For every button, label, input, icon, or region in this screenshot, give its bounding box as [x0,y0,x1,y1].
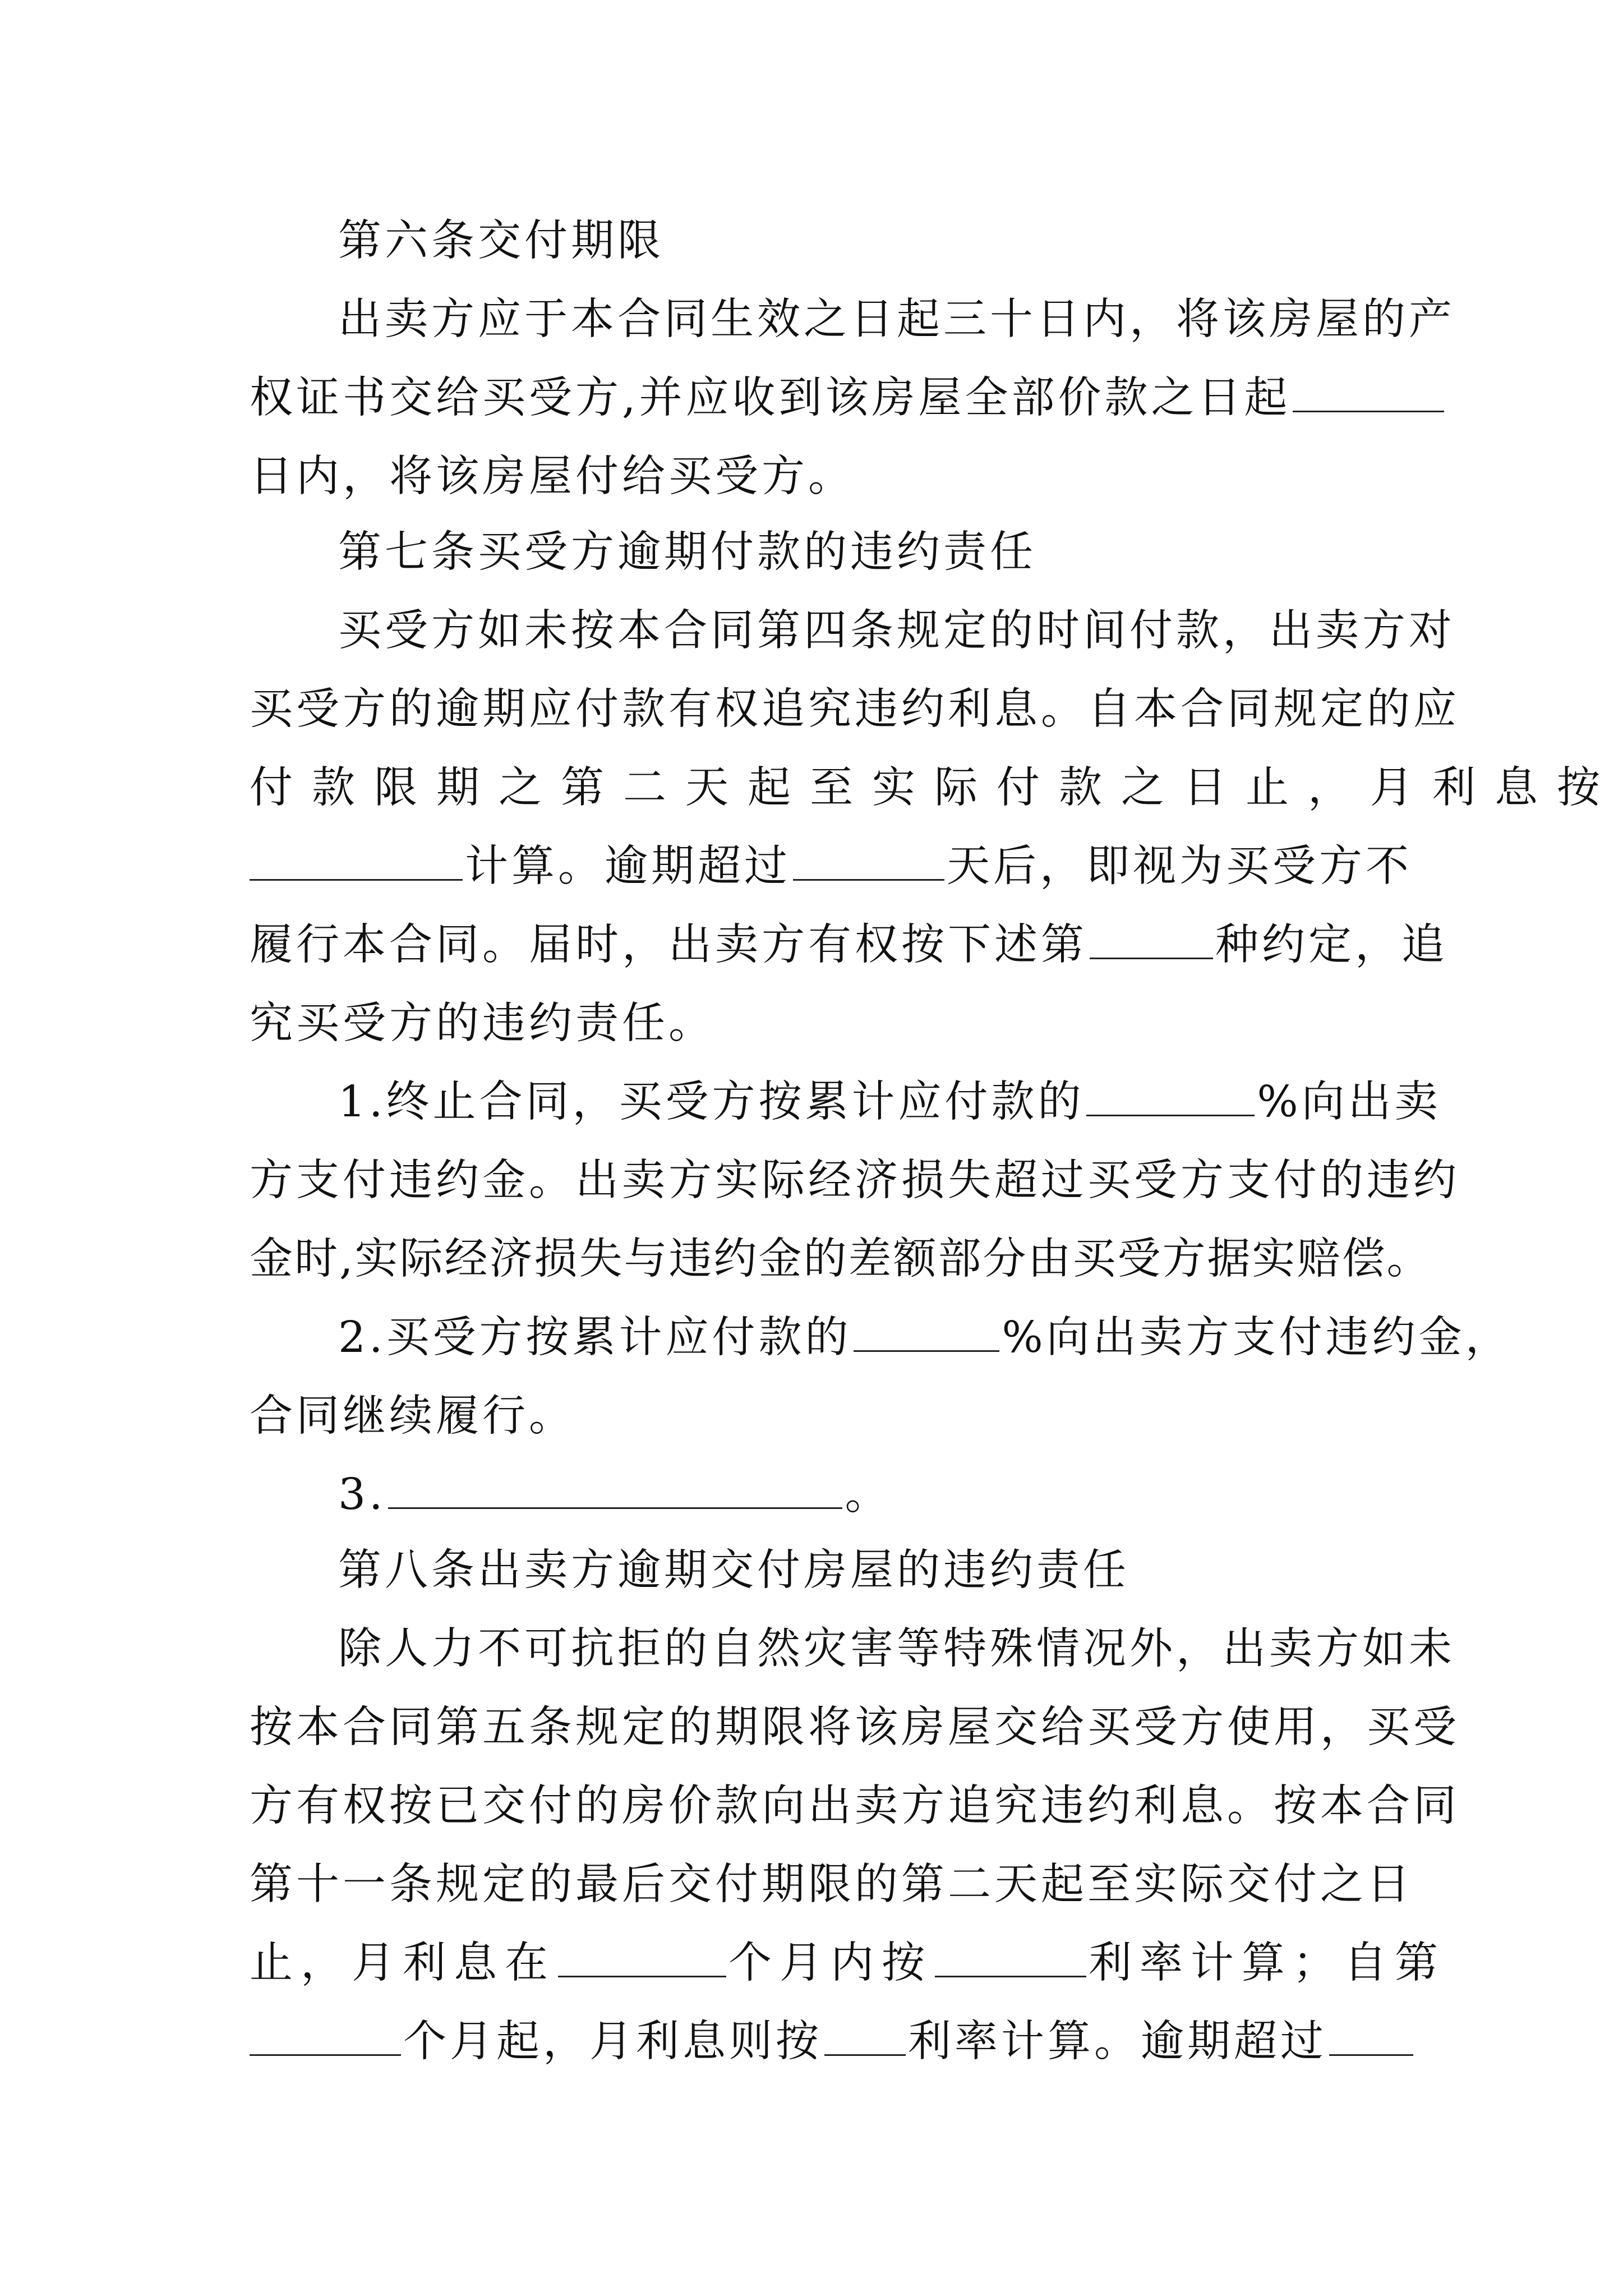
section-8-para-line [250,1921,1446,2005]
text-segment: %向出卖 [1257,1077,1441,1127]
list-item-1 [338,1060,1441,1144]
item-number: 3. [338,1470,386,1520]
section-8-para-line: 第十一条规定的最后交付期限的第二天起至实际交付之日 [250,1860,1413,1910]
section-6-para-line: 出卖方应于本合同生效之日起三十日内，将该房屋的产 [338,295,1455,344]
text-segment: 买受方按累计应付款的 [386,1313,852,1363]
section-8-para-line [250,2000,1415,2084]
section-7-para-line: 买受方如未按本合同第四条规定的时间付款，出卖方对 [338,606,1455,656]
section-7-heading: 第七条买受方逾期付款的违约责任 [338,527,1036,577]
text-segment: 计算。逾期超过 [465,841,791,891]
section-7-para-line: 究买受方的违约责任。 [250,999,715,1048]
text-segment: 种约定，追 [1215,920,1448,970]
text-segment: 个月起，月利息则按 [403,2017,822,2067]
section-7-para-line [250,825,1412,909]
text-segment: 天后，即视为买受方不 [947,841,1412,891]
section-8-para-line: 除人力不可抗拒的自然灾害等特殊情况外，出卖方如未 [338,1624,1455,1674]
list-item-3 [338,1453,891,1537]
text-segment: 。 [845,1470,892,1520]
fill-blank [793,832,944,881]
fill-blank [1090,910,1213,959]
fill-blank [1086,1068,1255,1116]
list-item-2 [338,1296,1512,1380]
text-segment: 止，月利息在 [250,1938,556,1988]
fill-blank [558,1929,726,1977]
fill-blank [935,1929,1086,1977]
section-7-para-line: 付款限期之第二天起至实际付款之日止，月利息按 [250,763,1619,813]
section-7-para-line: 买受方的逾期应付款有权追究违约利息。自本合同规定的应 [250,684,1460,734]
section-7-para-line [250,903,1448,987]
fill-blank [854,1303,999,1352]
text-segment: 利率计算；自第 [1089,1938,1446,1988]
text-segment: 个月内按 [728,1938,933,1988]
fill-blank [1329,2007,1413,2056]
section-8-heading: 第八条出卖方逾期交付房屋的违约责任 [338,1545,1129,1595]
text-segment: %向出卖方支付违约金， [1002,1313,1512,1363]
fill-blank [1293,364,1444,412]
fill-blank [250,832,463,881]
text-segment: 履行本合同。届时，出卖方有权按下述第 [250,920,1087,970]
section-6-para-line [250,356,1446,440]
fill-blank [250,2007,401,2056]
section-6-para-line: 日内，将该房屋付给买受方。 [250,452,855,501]
fill-blank [388,1460,842,1509]
list-item-continuation: 方支付违约金。出卖方实际经济损失超过买受方支付的违约 [250,1156,1460,1205]
section-6-heading: 第六条交付期限 [338,216,664,266]
list-item-continuation: 合同继续履行。 [250,1391,575,1441]
text-segment: 终止合同，买受方按累计应付款的 [386,1077,1085,1127]
fill-blank [824,2007,906,2056]
item-number: 1. [338,1077,386,1127]
list-item-continuation: 金时,实际经济损失与违约金的差额部分由买受方据实赔偿。 [250,1234,1432,1284]
section-8-para-line: 方有权按已交付的房价款向出卖方追究违约利息。按本合同 [250,1781,1460,1831]
item-number: 2. [338,1313,386,1363]
text-segment: 利率计算。逾期超过 [908,2017,1327,2067]
text-segment: 权证书交给买受方,并应收到该房屋全部价款之日起 [250,373,1291,423]
section-8-para-line: 按本合同第五条规定的期限将该房屋交给买受方使用，买受 [250,1703,1460,1752]
